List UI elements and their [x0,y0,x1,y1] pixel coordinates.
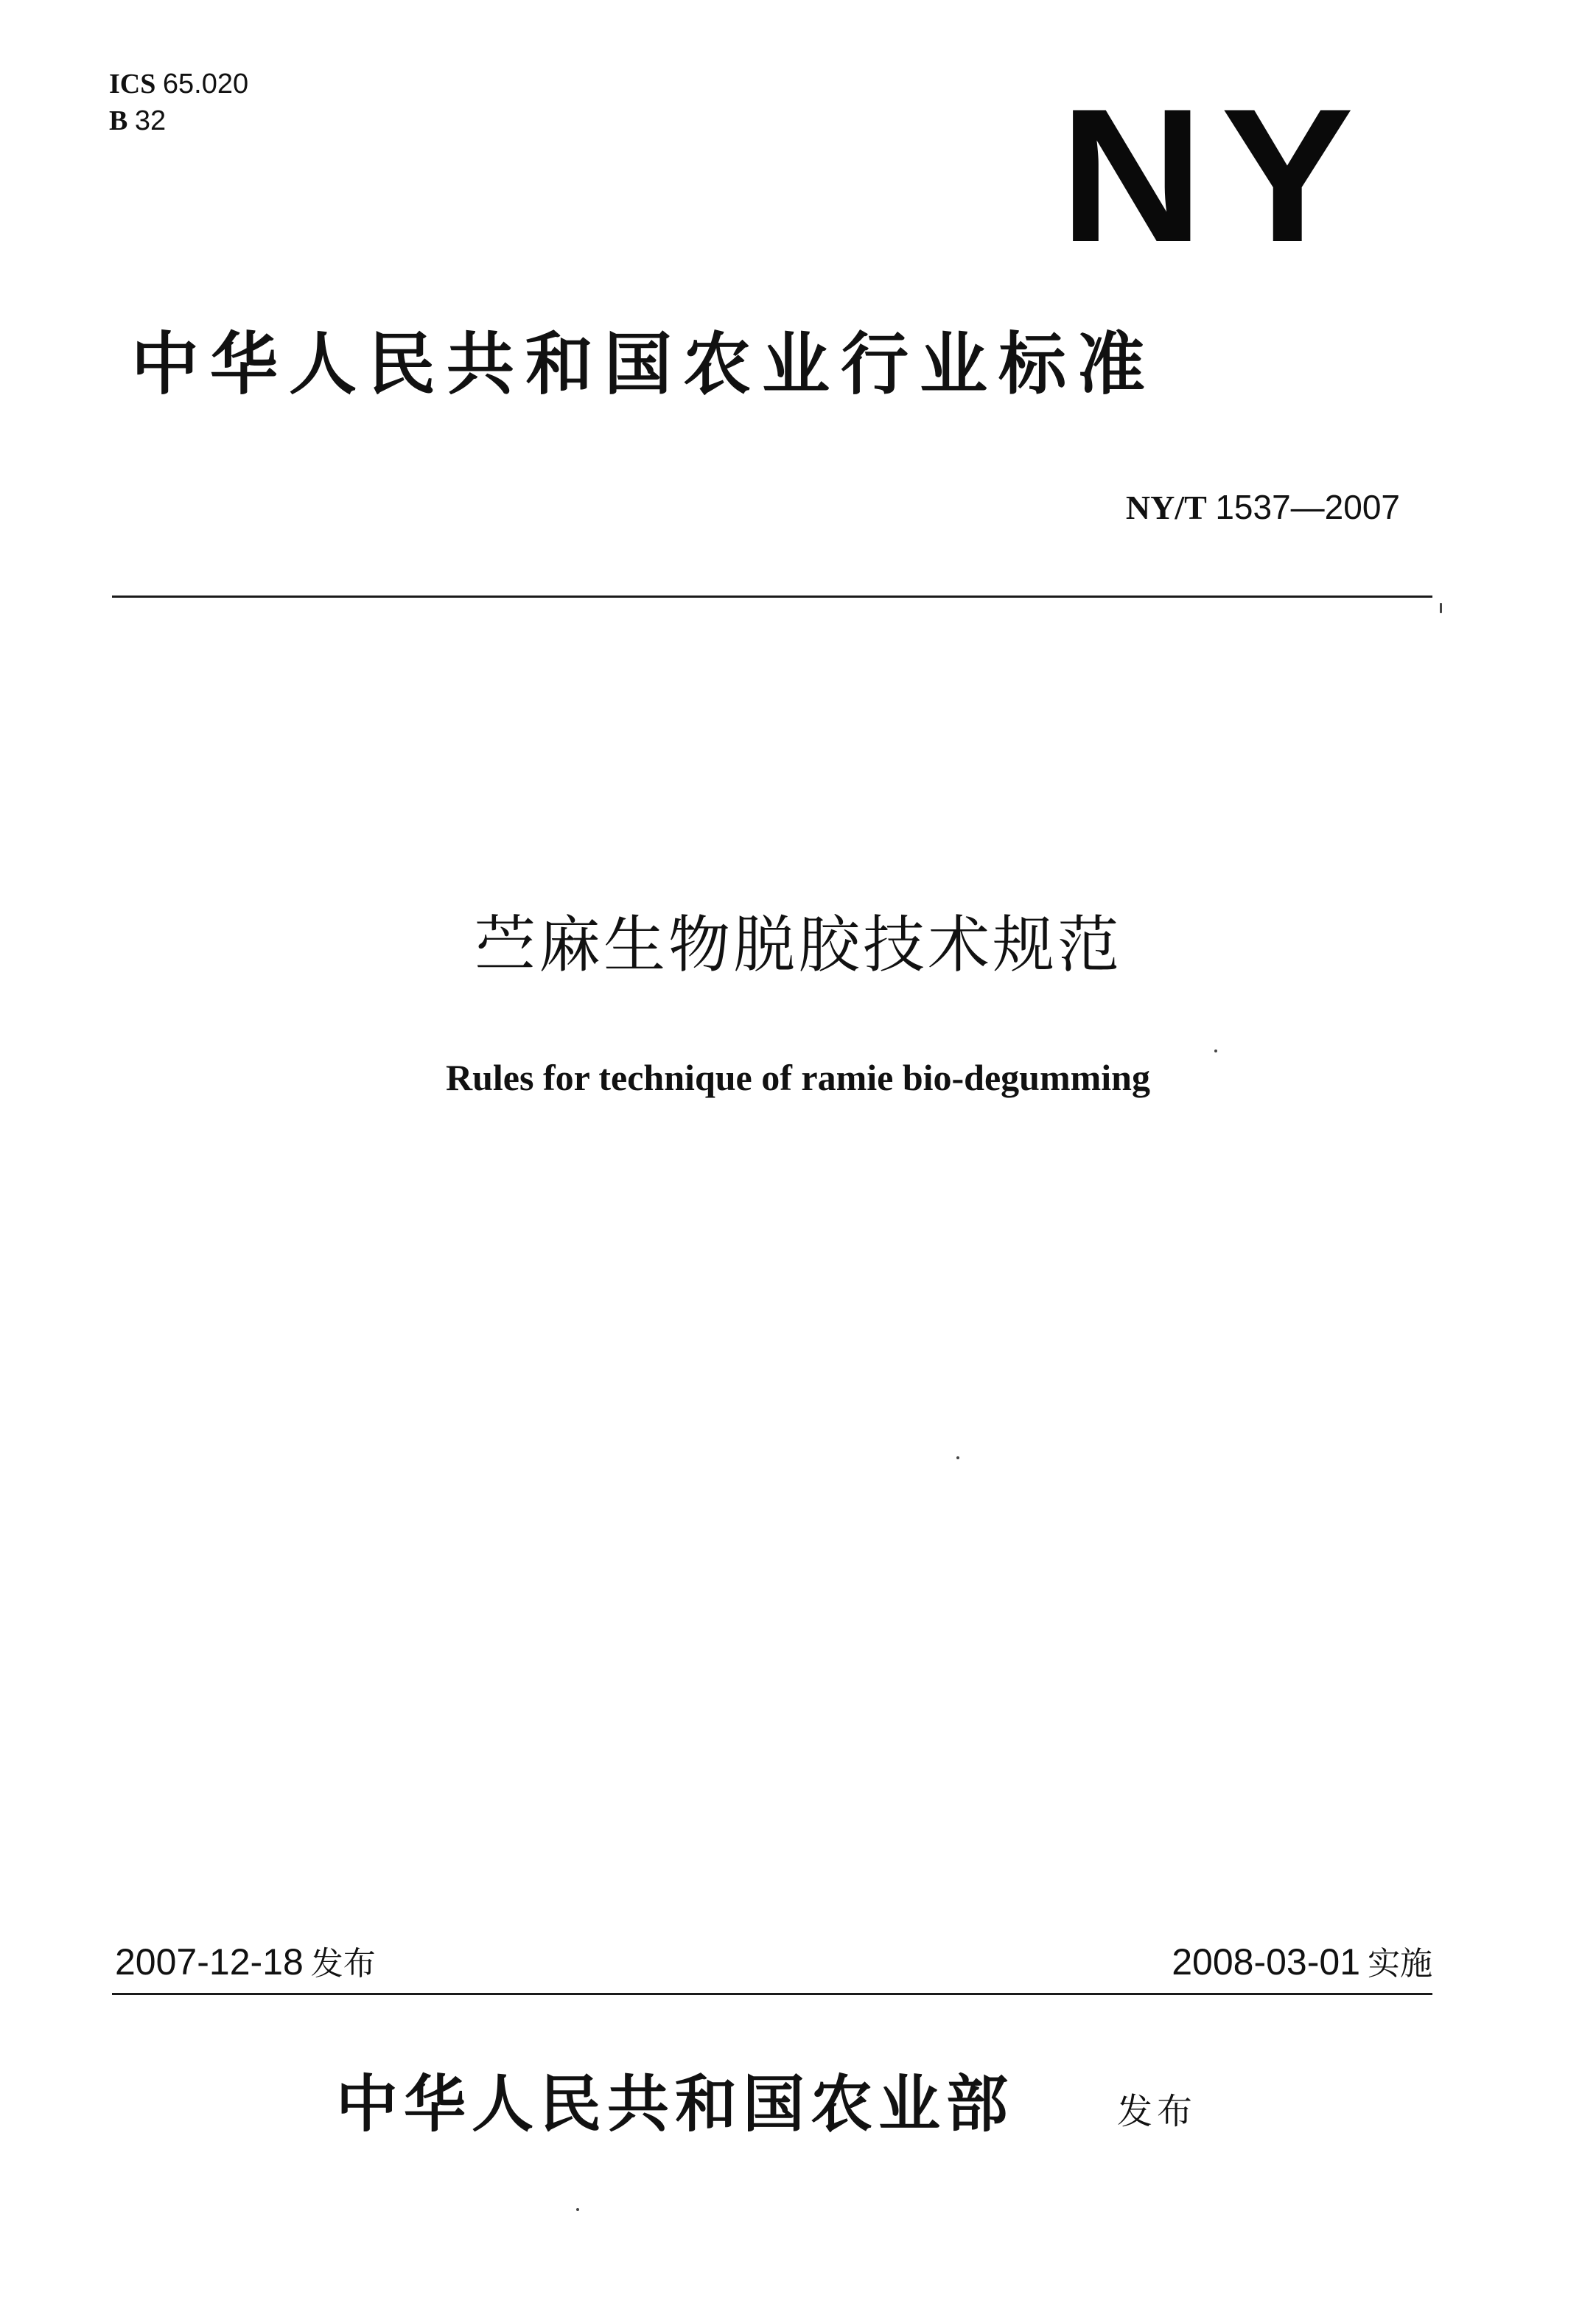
main-title: 中华人民共和国农业行业标准 [131,325,1157,404]
issue-date: 2007-12-18 [115,1941,304,1983]
publisher-suffix: 发布 [1117,2091,1197,2132]
ics-prefix: ICS [109,69,156,99]
document-title-en: Rules for technique of ramie bio-degumming [446,1057,1150,1098]
standard-code-prefix: NY/T [1125,489,1207,526]
ny-logo: NY [1060,69,1371,282]
classification-code [109,103,166,139]
bottom-divider [112,1993,1432,1995]
scan-speck [576,2208,579,2211]
effective-label: 实施 [1368,1945,1432,1983]
standard-code-number: 1537—2007 [1215,488,1400,526]
issue-label: 发布 [310,1945,376,1983]
ics-code [109,66,248,102]
class-number: 32 [134,105,167,136]
issue-date-line [115,1938,376,1988]
document-title-cn: 苎麻生物脱胶技术规范 [473,909,1122,981]
class-prefix: B [109,105,128,136]
effective-date-line [1172,1938,1432,1988]
publisher-name: 中华人民共和国农业部 [336,2067,1015,2140]
standard-code [1126,486,1400,528]
scan-speck [1440,603,1442,613]
ics-number: 65.020 [162,69,249,99]
scan-speck [956,1456,959,1459]
effective-date: 2008-03-01 [1172,1941,1360,1983]
scan-speck [1214,1050,1217,1052]
top-divider [112,596,1432,598]
